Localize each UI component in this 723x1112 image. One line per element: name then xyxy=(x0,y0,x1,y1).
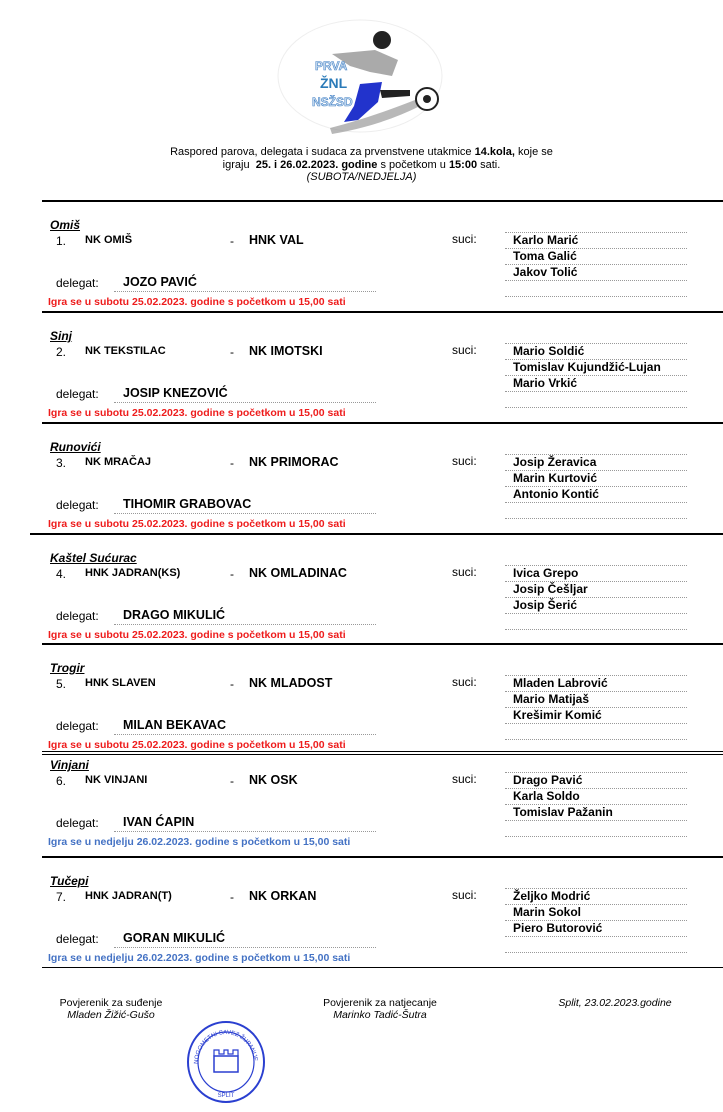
referee-3: Krešimir Komić xyxy=(505,707,687,723)
match-venue: Kaštel Sućurac xyxy=(50,551,137,565)
match-venue: Runovići xyxy=(50,440,101,454)
referee-line xyxy=(505,296,687,298)
competition-commissioner-title: Povjerenik za natjecanje xyxy=(323,997,437,1009)
delegate-name: JOSIP KNEZOVIĆ xyxy=(114,386,376,403)
referee-commissioner xyxy=(46,997,176,1021)
match-number: 2. xyxy=(56,345,67,359)
referee-3: Mario Vrkić xyxy=(505,375,687,391)
intro-time: 15:00 xyxy=(448,158,478,171)
delegate-name: TIHOMIR GRABOVAC xyxy=(114,497,376,514)
referee-2: Toma Galić xyxy=(505,248,687,264)
referee-line xyxy=(505,502,687,504)
match-section xyxy=(0,551,723,659)
referees-label: suci: xyxy=(452,772,477,786)
stamp-text: NOGOMETNI SAVEZ ŽUPANIJE xyxy=(193,1029,258,1065)
delegate-label: delegat: xyxy=(56,816,99,830)
match-schedule-note: Igra se u nedjelju 26.02.2023. godine s početkom u 15,00 sati xyxy=(48,952,351,964)
referee-3: Tomislav Pažanin xyxy=(505,804,687,820)
match-schedule-note: Igra se u subotu 25.02.2023. godine s početkom u 15,00 sati xyxy=(48,518,346,530)
referee-1: Mladen Labrović xyxy=(505,675,687,691)
referees-label: suci: xyxy=(452,888,477,902)
intro-part2: koje se xyxy=(514,146,553,158)
intro-round: 14.kola, xyxy=(474,146,515,158)
referee-2: Marin Kurtović xyxy=(505,470,687,486)
match-number: 7. xyxy=(56,890,67,904)
match-number: 6. xyxy=(56,774,67,788)
delegate-label: delegat: xyxy=(56,498,99,512)
referee-1: Željko Modrić xyxy=(505,888,687,904)
away-team: HNK VAL xyxy=(249,233,304,247)
logo-line3: NSŽSD xyxy=(312,95,353,109)
referee-1: Josip Žeravica xyxy=(505,454,687,470)
intro-line2-pre: igraju xyxy=(222,158,256,171)
match-number: 3. xyxy=(56,456,67,470)
referee-commissioner-title: Povjerenik za suđenje xyxy=(59,997,163,1009)
delegate-label: delegat: xyxy=(56,932,99,946)
match-dash: - xyxy=(230,234,234,248)
away-team: NK IMOTSKI xyxy=(249,344,323,358)
referee-line xyxy=(505,280,687,282)
away-team: NK MLADOST xyxy=(249,676,333,690)
referees-label: suci: xyxy=(452,232,477,246)
referee-2: Josip Češljar xyxy=(505,581,687,597)
referee-line xyxy=(505,629,687,631)
match-section xyxy=(0,329,723,437)
referee-line xyxy=(505,518,687,520)
match-section xyxy=(0,758,723,866)
referee-2: Tomislav Kujundžić-Lujan xyxy=(505,359,687,375)
match-venue: Omiš xyxy=(50,218,81,232)
referee-line xyxy=(505,820,687,822)
referee-1: Drago Pavić xyxy=(505,772,687,788)
referee-2: Karla Soldo xyxy=(505,788,687,804)
home-team: NK VINJANI xyxy=(85,774,148,786)
competition-commissioner-name: Marinko Tadić-Šutra xyxy=(333,1009,427,1021)
match-dash: - xyxy=(230,774,234,788)
match-venue: Vinjani xyxy=(50,758,89,772)
delegate-name: JOZO PAVIĆ xyxy=(114,275,376,292)
official-stamp xyxy=(186,1020,266,1104)
delegate-name: GORAN MIKULIĆ xyxy=(114,931,376,948)
match-section xyxy=(0,440,723,548)
match-dash: - xyxy=(230,890,234,904)
referee-line xyxy=(505,407,687,409)
intro-line2-post: sati. xyxy=(477,158,501,171)
logo-line1: PRVA xyxy=(315,59,348,73)
home-team: HNK SLAVEN xyxy=(85,677,156,689)
referee-1: Mario Soldić xyxy=(505,343,687,359)
home-team: NK TEKSTILAC xyxy=(85,345,166,357)
match-schedule-note: Igra se u subotu 25.02.2023. godine s početkom u 15,00 sati xyxy=(48,629,346,641)
intro-text xyxy=(0,146,723,184)
match-number: 4. xyxy=(56,567,67,581)
delegate-label: delegat: xyxy=(56,719,99,733)
home-team: HNK JADRAN(KS) xyxy=(85,567,181,579)
delegate-label: delegat: xyxy=(56,609,99,623)
match-section xyxy=(0,218,723,326)
referees-label: suci: xyxy=(452,343,477,357)
intro-part1: Raspored parova, delegata i sudaca za prvenstvene utakmice xyxy=(170,146,475,158)
match-schedule-note: Igra se u subotu 25.02.2023. godine s početkom u 15,00 sati xyxy=(48,739,346,751)
logo-line2: ŽNL xyxy=(320,75,348,91)
referee-3: Josip Šerić xyxy=(505,597,687,613)
delegate-name: DRAGO MIKULIĆ xyxy=(114,608,376,625)
match-venue: Tučepi xyxy=(50,874,89,888)
referee-line xyxy=(505,739,687,741)
delegate-label: delegat: xyxy=(56,276,99,290)
referee-line xyxy=(505,613,687,615)
referee-2: Mario Matijaš xyxy=(505,691,687,707)
match-schedule-note: Igra se u nedjelju 26.02.2023. godine s početkom u 15,00 sati xyxy=(48,836,351,848)
svg-text:NOGOMETNI SAVEZ ŽUPANIJE SPLIT xyxy=(186,1020,258,1064)
match-section xyxy=(0,874,723,982)
referee-3: Jakov Tolić xyxy=(505,264,687,280)
match-schedule-note: Igra se u subotu 25.02.2023. godine s početkom u 15,00 sati xyxy=(48,407,346,419)
away-team: NK ORKAN xyxy=(249,889,317,903)
place-date-text: Split, 23.02.2023.godine xyxy=(558,997,672,1009)
referee-3: Antonio Kontić xyxy=(505,486,687,502)
referee-line xyxy=(505,936,687,938)
match-dash: - xyxy=(230,567,234,581)
intro-dates: 25. i 26.02.2023. godine xyxy=(255,158,378,171)
referees-label: suci: xyxy=(452,565,477,579)
away-team: NK PRIMORAC xyxy=(249,455,339,469)
match-dash: - xyxy=(230,345,234,359)
separator xyxy=(42,200,723,202)
competition-commissioner xyxy=(305,997,455,1021)
referee-1: Ivica Grepo xyxy=(505,565,687,581)
delegate-label: delegat: xyxy=(56,387,99,401)
referee-line xyxy=(505,391,687,393)
home-team: NK MRAČAJ xyxy=(85,456,151,468)
match-section xyxy=(0,661,723,769)
match-dash: - xyxy=(230,677,234,691)
delegate-name: MILAN BEKAVAC xyxy=(114,718,376,735)
away-team: NK OMLADINAC xyxy=(249,566,347,580)
match-number: 1. xyxy=(56,234,67,248)
intro-line2-mid: s početkom u xyxy=(377,158,449,171)
intro-days: (SUBOTA/NEDJELJA) xyxy=(306,171,417,183)
home-team: HNK JADRAN(T) xyxy=(85,890,172,902)
match-venue: Trogir xyxy=(50,661,85,675)
referees-label: suci: xyxy=(452,675,477,689)
match-number: 5. xyxy=(56,677,67,691)
delegate-name: IVAN ĆAPIN xyxy=(114,815,376,832)
place-date xyxy=(540,997,690,1009)
referee-2: Marin Sokol xyxy=(505,904,687,920)
referee-line xyxy=(505,952,687,954)
referees-label: suci: xyxy=(452,454,477,468)
league-logo xyxy=(270,10,450,136)
match-dash: - xyxy=(230,456,234,470)
referee-line xyxy=(505,836,687,838)
away-team: NK OSK xyxy=(249,773,298,787)
referee-3: Piero Butorović xyxy=(505,920,687,936)
home-team: NK OMIŠ xyxy=(85,234,133,246)
referee-1: Karlo Marić xyxy=(505,232,687,248)
match-schedule-note: Igra se u subotu 25.02.2023. godine s početkom u 15,00 sati xyxy=(48,296,346,308)
referee-line xyxy=(505,723,687,725)
match-venue: Sinj xyxy=(50,329,73,343)
referee-commissioner-name: Mladen Žižić-Gušo xyxy=(67,1009,155,1021)
stamp-city: SPLIT xyxy=(217,1093,235,1099)
